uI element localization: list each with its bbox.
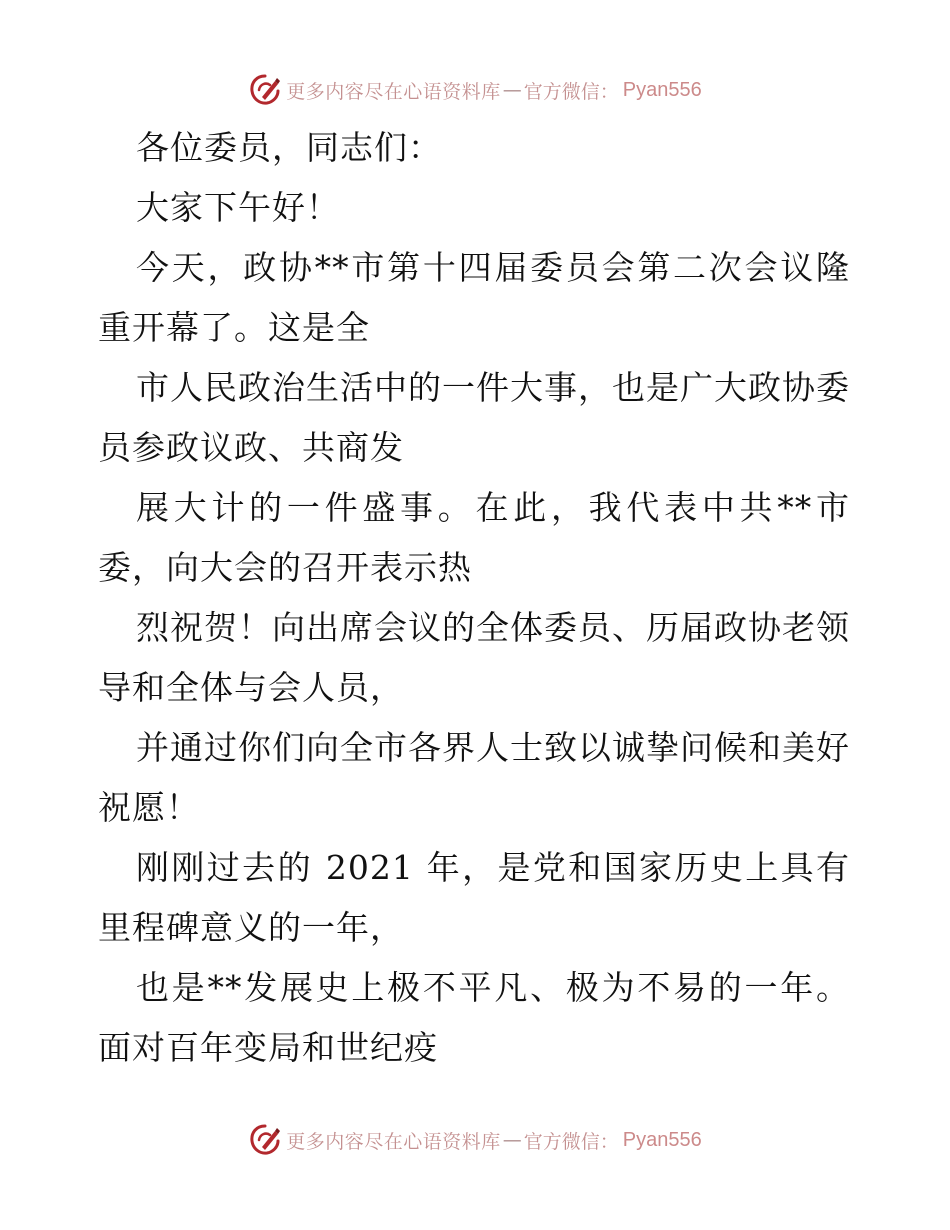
paragraph: 展大计的一件盛事。在此，我代表中共**市委，向大会的召开表示热	[98, 488, 850, 587]
footer-wechat-id: Pyan556	[622, 1128, 702, 1151]
paragraph: 各位委员，同志们：	[136, 128, 442, 167]
paragraph: 大家下午好！	[136, 188, 340, 227]
paragraph: 刚刚过去的 2021 年，是党和国家历史上具有里程碑意义的一年，	[98, 848, 850, 947]
header-banner	[0, 70, 950, 110]
speech-body	[98, 118, 850, 1078]
paragraph: 市人民政治生活中的一件大事，也是广大政协委员参政议政、共商发	[98, 368, 850, 467]
footer-site-text: 更多内容尽在心语资料库	[286, 1130, 501, 1153]
footer-separator: —	[502, 1129, 522, 1151]
header-wechat-id: Pyan556	[622, 78, 702, 101]
pen-swirl-logo-icon	[248, 1123, 282, 1157]
pen-swirl-logo-icon	[248, 73, 282, 107]
header-site-text: 更多内容尽在心语资料库	[286, 80, 501, 103]
paragraph: 今天，政协**市第十四届委员会第二次会议隆重开幕了。这是全	[98, 248, 850, 347]
footer-wechat-label: 官方微信：	[523, 1130, 619, 1153]
header-separator: —	[502, 79, 522, 101]
paragraph: 也是**发展史上极不平凡、极为不易的一年。面对百年变局和世纪疫	[98, 968, 850, 1067]
paragraph: 并通过你们向全市各界人士致以诚挚问候和美好祝愿！	[98, 728, 850, 827]
paragraph: 烈祝贺！向出席会议的全体委员、历届政协老领导和全体与会人员，	[98, 608, 850, 707]
footer-banner	[0, 1120, 950, 1160]
header-wechat-label: 官方微信：	[523, 80, 619, 103]
